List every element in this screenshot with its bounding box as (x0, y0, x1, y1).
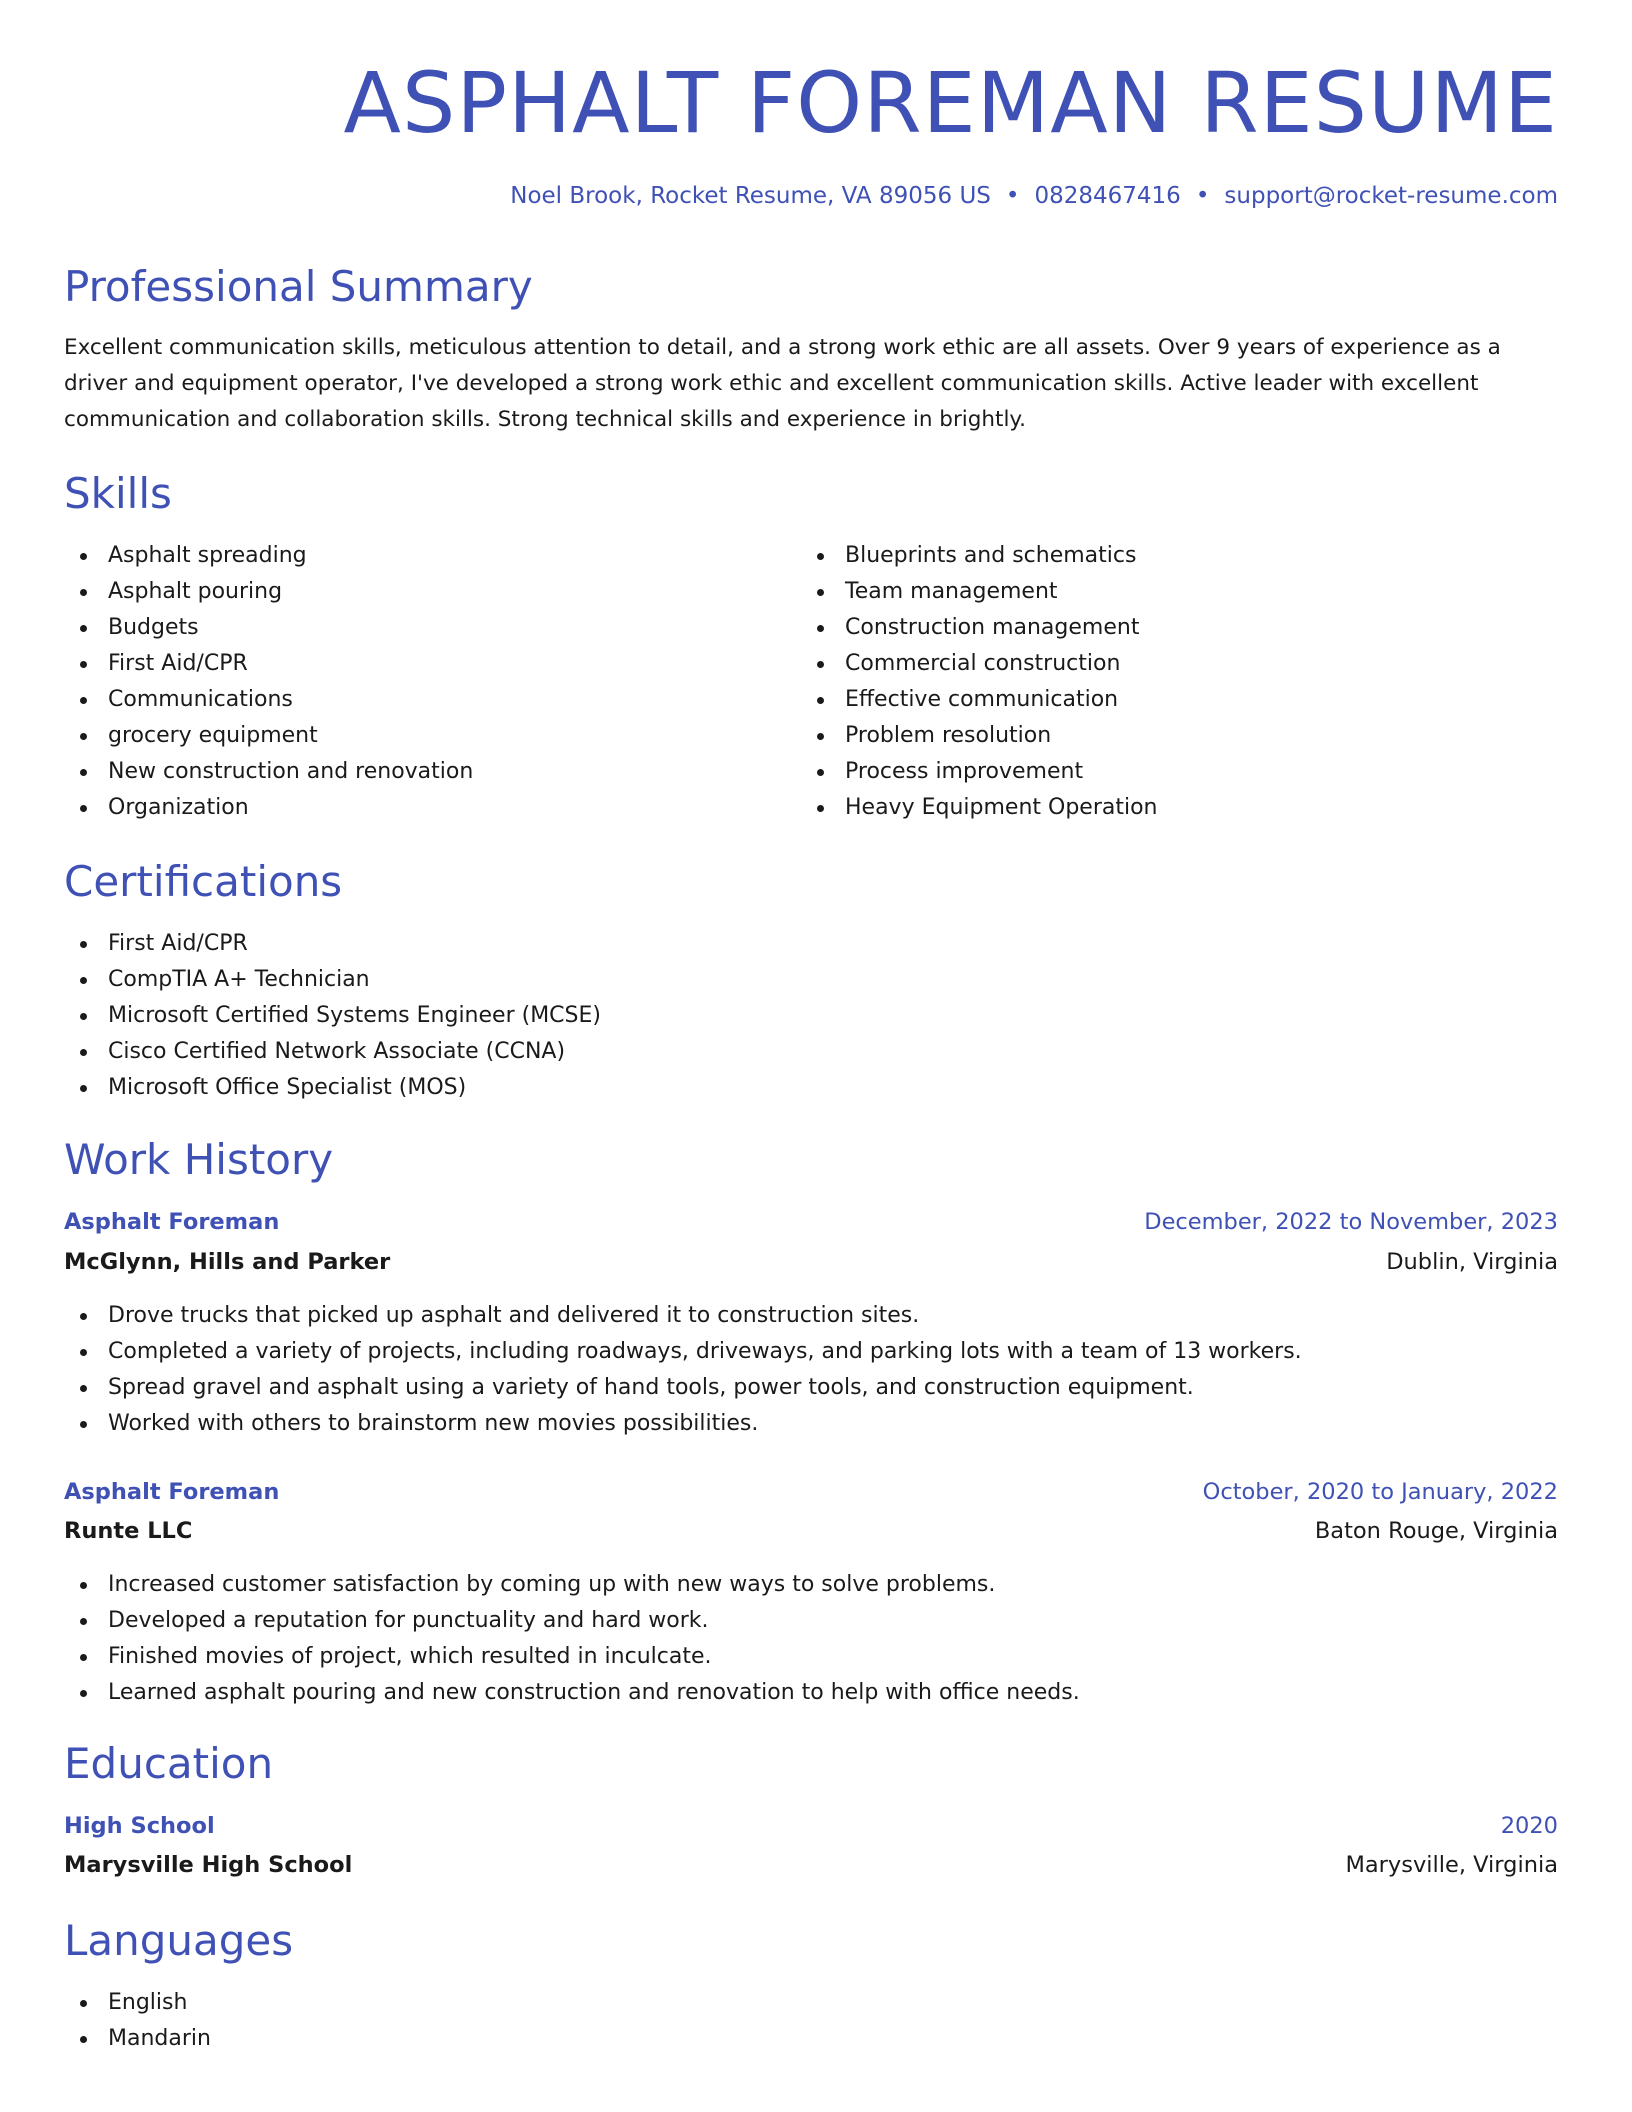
list-item: Organization (64, 790, 473, 826)
resume-title: ASPHALT FOREMAN RESUME (343, 54, 1558, 152)
education-heading: Education (64, 1739, 274, 1788)
job-header-row (64, 1204, 1558, 1240)
list-item: Effective communication (801, 682, 1158, 718)
job-company: Runte LLC (64, 1518, 193, 1544)
education-degree: High School (64, 1813, 215, 1839)
contact-phone: 0828467416 (1034, 183, 1181, 209)
list-item: Commercial construction (801, 646, 1158, 682)
skills-list-left (64, 538, 473, 826)
languages-heading: Languages (64, 1916, 294, 1965)
list-item: Budgets (64, 610, 473, 646)
job-company: McGlynn, Hills and Parker (64, 1249, 391, 1275)
summary-heading: Professional Summary (64, 262, 533, 311)
contact-line (510, 180, 1558, 212)
list-item: First Aid/CPR (64, 646, 473, 682)
work-history-heading: Work History (64, 1135, 334, 1184)
list-item: Microsoft Certified Systems Engineer (MCSE) (64, 998, 601, 1034)
list-item: Asphalt pouring (64, 574, 473, 610)
job-location: Dublin, Virginia (1386, 1249, 1558, 1275)
contact-address: Noel Brook, Rocket Resume, VA 89056 US (510, 183, 991, 209)
list-item: Process improvement (801, 754, 1158, 790)
list-item: Mandarin (64, 2021, 211, 2057)
list-item: Completed a variety of projects, including roadways, driveways, and parking lots with a team of 13 workers. (64, 1334, 1302, 1370)
list-item: Communications (64, 682, 473, 718)
list-item: First Aid/CPR (64, 926, 601, 962)
list-item: Learned asphalt pouring and new construction and renovation to help with office needs. (64, 1675, 1080, 1711)
list-item: Cisco Certified Network Associate (CCNA) (64, 1034, 601, 1070)
summary-text: Excellent communication skills, meticulous attention to detail, and a strong work ethic are all assets. Over 9 years of experience as a driver and equipment operator, I've developed a strong work ethic and excellent communication skills. Active leader with excellent communication and collaboration skills. Strong technical skills and experience in brightly. (64, 335, 1501, 432)
list-item: Heavy Equipment Operation (801, 790, 1158, 826)
list-item: Drove trucks that picked up asphalt and delivered it to construction sites. (64, 1298, 1302, 1334)
list-item: Finished movies of project, which resulted in inculcate. (64, 1639, 1080, 1675)
contact-email[interactable]: support@rocket-resume.com (1224, 183, 1558, 209)
list-item: English (64, 1985, 211, 2021)
contact-separator: • (1195, 183, 1210, 209)
education-school-row (64, 1847, 1558, 1883)
list-item: Increased customer satisfaction by coming up with new ways to solve problems. (64, 1567, 1080, 1603)
certifications-list (64, 926, 601, 1106)
education-location: Marysville, Virginia (1345, 1852, 1558, 1878)
contact-separator: • (1005, 183, 1020, 209)
list-item: New construction and renovation (64, 754, 473, 790)
job-company-row (64, 1513, 1558, 1549)
list-item: Problem resolution (801, 718, 1158, 754)
list-item: Construction management (801, 610, 1158, 646)
job-location: Baton Rouge, Virginia (1314, 1518, 1558, 1544)
list-item: Team management (801, 574, 1158, 610)
job-bullets (64, 1298, 1302, 1442)
education-year: 2020 (1500, 1813, 1558, 1839)
education-school: Marysville High School (64, 1852, 353, 1878)
job-company-row (64, 1244, 1558, 1280)
list-item: Worked with others to brainstorm new movies possibilities. (64, 1406, 1302, 1442)
languages-list (64, 1985, 211, 2057)
job-title: Asphalt Foreman (64, 1209, 280, 1235)
certifications-heading: Certifications (64, 857, 343, 906)
list-item: Spread gravel and asphalt using a variety of hand tools, power tools, and construction equipment. (64, 1370, 1302, 1406)
list-item: Asphalt spreading (64, 538, 473, 574)
job-header-row (64, 1474, 1558, 1510)
job-bullets (64, 1567, 1080, 1711)
skills-heading: Skills (64, 469, 172, 518)
list-item: grocery equipment (64, 718, 473, 754)
list-item: Blueprints and schematics (801, 538, 1158, 574)
job-dates: December, 2022 to November, 2023 (1144, 1209, 1558, 1235)
job-title: Asphalt Foreman (64, 1479, 280, 1505)
education-header-row (64, 1808, 1558, 1844)
list-item: Microsoft Office Specialist (MOS) (64, 1070, 601, 1106)
list-item: CompTIA A+ Technician (64, 962, 601, 998)
list-item: Developed a reputation for punctuality and hard work. (64, 1603, 1080, 1639)
job-dates: October, 2020 to January, 2022 (1202, 1479, 1558, 1505)
skills-list-right (801, 538, 1158, 826)
